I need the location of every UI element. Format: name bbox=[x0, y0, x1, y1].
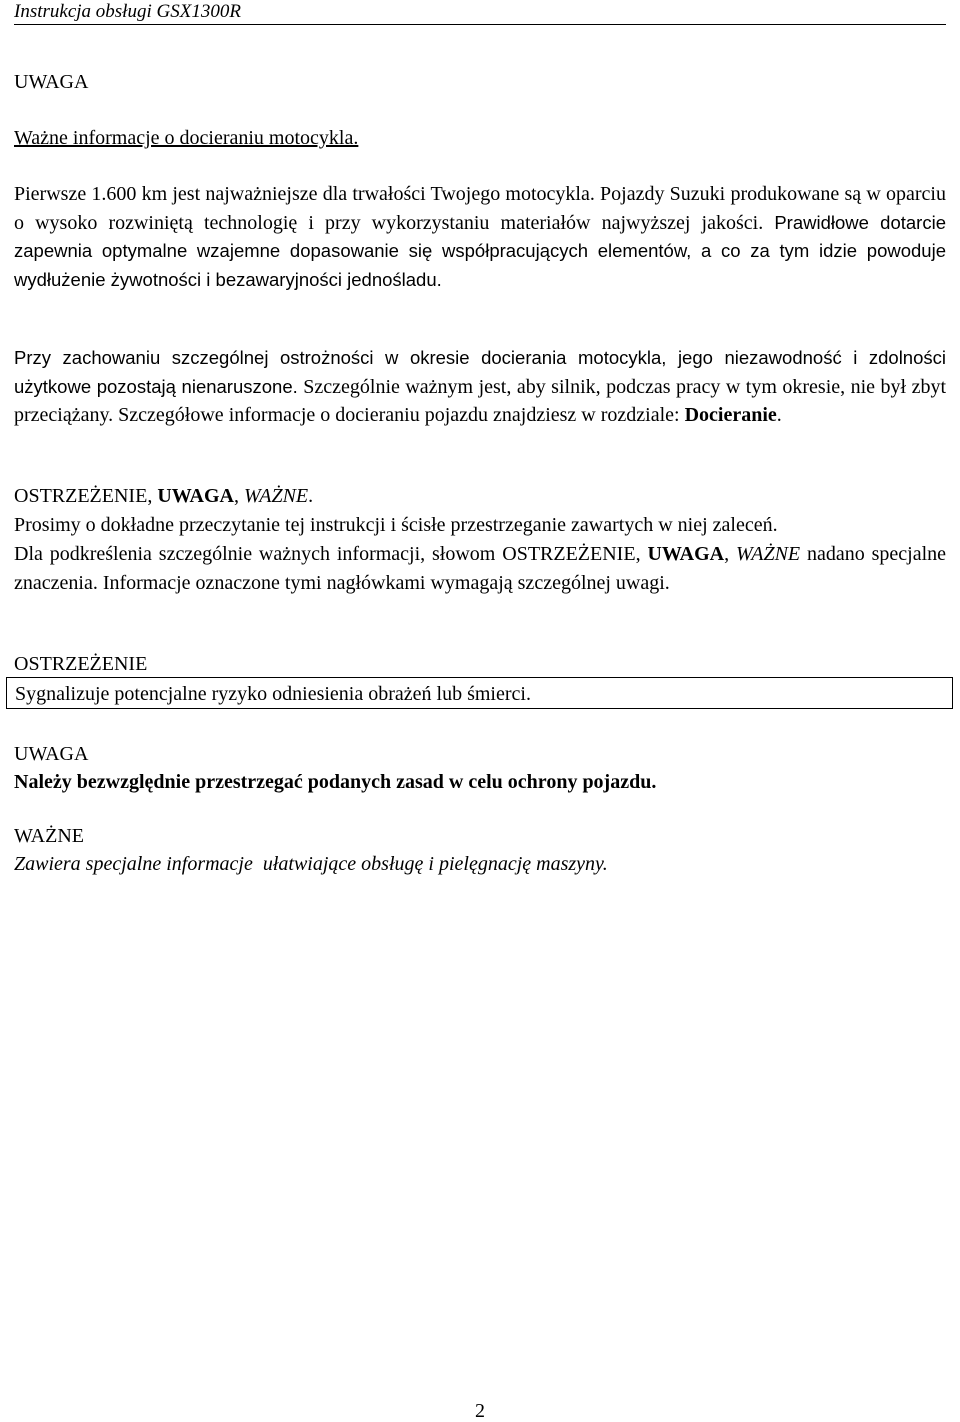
legend-wazne-inline: WAŻNE bbox=[735, 543, 801, 565]
docieranie-ref: Docieranie bbox=[684, 404, 777, 427]
legend-line-2-pre: Dla podkreślenia szczególnie ważnych informacji, słowom bbox=[14, 543, 496, 565]
legend-line-1: Prosimy o dokładne przeczytanie tej instrukcji i ścisłe przestrzeganie zawartych w niej zaleceń. bbox=[14, 514, 778, 536]
important-text: Zawiera specjalne informacje ułatwiające obsługę i pielęgnację maszyny. bbox=[14, 853, 608, 875]
intro-p2-serif: Szczególnie ważnym jest, aby silnik, podczas pracy w tym okresie, nie był zbyt przeciążany. Szczegółowe informacje o docieraniu pojazdu znajdziesz w rozdziale: bbox=[14, 375, 947, 427]
legend-wazne: WAŻNE bbox=[243, 485, 309, 507]
warning-text: Sygnalizuje potencjalne ryzyko odniesienia obrażeń lub śmierci. bbox=[15, 683, 531, 705]
uwaga-subheading: Ważne informacje o docieraniu motocykla. bbox=[14, 127, 359, 149]
important-heading: WAŻNE bbox=[14, 825, 84, 847]
page-number: 2 bbox=[475, 1400, 485, 1422]
page-header bbox=[14, 0, 946, 25]
document-title: Instrukcja obsługi GSX1300R bbox=[14, 1, 241, 22]
legend-line-2-post: nadano specjalne znaczenia. Informacje oznaczone tymi nagłówkami wymagają szczególnej uwagi. bbox=[14, 543, 947, 594]
legend-comma: , bbox=[724, 543, 730, 565]
intro-paragraph-2 bbox=[14, 344, 946, 430]
legend-paragraph bbox=[14, 540, 946, 597]
warning-box bbox=[6, 677, 953, 709]
legend-ostrzezenie-inline: OSTRZEŻENIE bbox=[502, 543, 636, 565]
warning-heading: OSTRZEŻENIE bbox=[14, 653, 148, 675]
legend-uwaga: UWAGA bbox=[157, 485, 234, 507]
intro-p2-end: . bbox=[776, 404, 782, 427]
legend-comma: , bbox=[147, 485, 153, 507]
intro-paragraph-1 bbox=[14, 180, 946, 294]
caution-text: Należy bezwzględnie przestrzegać podanych zasad w celu ochrony pojazdu. bbox=[14, 771, 657, 793]
legend-heading bbox=[14, 482, 946, 511]
legend-period: . bbox=[308, 485, 314, 507]
uwaga-heading: UWAGA bbox=[14, 71, 89, 93]
legend-comma: , bbox=[635, 543, 641, 565]
legend-ostrzezenie: OSTRZEŻENIE bbox=[14, 485, 148, 507]
intro-p1-sans: Prawidłowe dotarcie zapewnia optymalne wzajemne dopasowanie się współpracujących elementów, a co za tym idzie powoduje wydłużenie żywotności i bezawaryjności jednośladu. bbox=[14, 211, 946, 290]
intro-p2-sans: Przy zachowaniu szczególnej ostrożności w okresie docierania motocykla, jego niezawodność i zdolności użytkowe pozostają nienaruszone. bbox=[14, 347, 946, 397]
intro-p1-serif: Pierwsze 1.600 km jest najważniejsze dla trwałości Twojego motocykla. Pojazdy Suzuki produkowane są w oparciu o wysoko rozwiniętą technologię i przy wykorzystaniu materiałów najwyższej jakości. bbox=[14, 183, 946, 234]
legend-comma: , bbox=[233, 485, 239, 507]
caution-heading: UWAGA bbox=[14, 743, 89, 765]
legend-uwaga-inline: UWAGA bbox=[647, 543, 725, 565]
